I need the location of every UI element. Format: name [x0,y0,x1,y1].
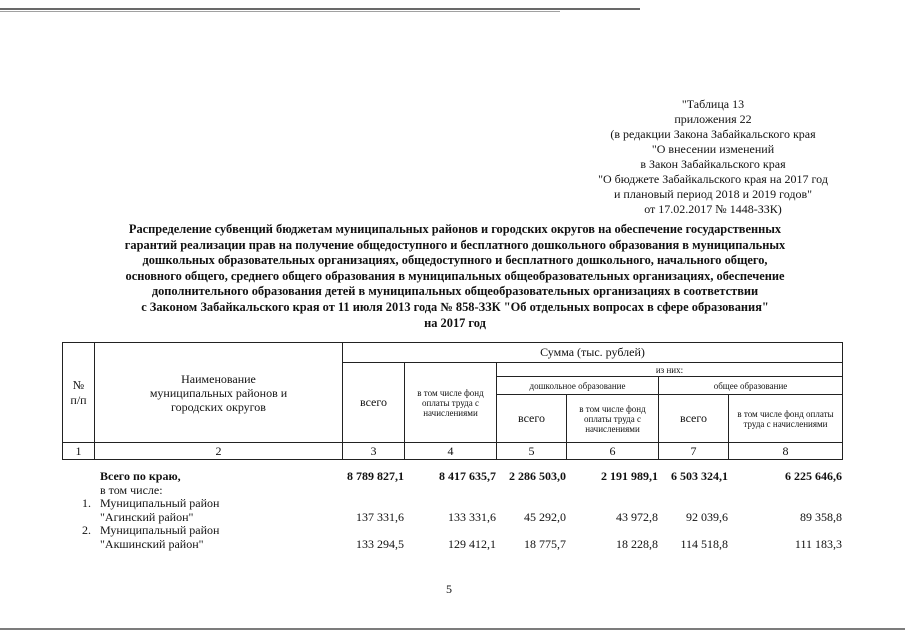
row-name-line: "Агинский район" [100,509,194,524]
data-table [62,470,842,551]
col-number: 3 [343,443,405,460]
row-name [94,497,342,524]
appendix-header [578,97,848,217]
row-value: 133 294,5 [356,536,404,551]
header-general: общее образование [659,377,843,395]
row-name [94,524,342,551]
row-value [566,484,658,498]
col-number: 7 [659,443,729,460]
row-value: 8 417 635,7 [439,469,496,483]
header-preschool-total: всего [497,395,567,443]
row-value: 45 292,0 [524,509,566,524]
header-total: всего [343,363,405,443]
row-name-line: Всего по краю, [100,469,181,483]
header-num: № п/п [63,343,95,443]
table-row [62,497,842,524]
row-value: 8 789 827,1 [347,469,404,483]
row-name-line: Муниципальный район [100,523,220,537]
header-line: приложения 22 [674,112,752,126]
row-name-line: Муниципальный район [100,496,220,510]
header-general-total: всего [659,395,729,443]
row-value [728,484,842,498]
title-line: дошкольных образовательных организациях, общедоступного и бесплатного дошкольного, начального общего, [142,253,768,268]
row-value [342,484,404,498]
scan-edge-top-secondary [0,11,560,12]
title-line: дополнительного образования детей в муниципальных общеобразовательных организациях в соответствии [151,284,759,299]
row-value [658,484,728,498]
row-index: 2. [82,523,91,537]
row-index [62,470,94,484]
col-number: 4 [405,443,497,460]
row-name [94,484,342,498]
title-line: гарантий реализации прав на получение общедоступного и бесплатного дошкольного образования в муниципальных [124,237,786,252]
row-value: 18 228,8 [616,536,658,551]
row-value: 18 775,7 [524,536,566,551]
col-number: 6 [567,443,659,460]
row-name-line: "Акшинский район" [100,536,204,551]
row-value: 6 225 646,6 [785,469,842,483]
col-number: 5 [497,443,567,460]
scan-edge-top [0,8,640,10]
row-index [62,484,94,498]
page-number: 5 [446,582,452,596]
row-value: 2 191 989,1 [601,469,658,483]
title-line: Распределение субвенций бюджетам муниципальных районов и городских округов на обеспечение государственных [128,222,782,236]
title-line: с Законом Забайкальского края от 11 июля 2013 года № 858-ЗЗК "Об отдельных вопросах в сфере образования" [141,299,769,314]
row-index: 1. [82,496,91,510]
title-line: на 2017 год [424,315,486,330]
row-name [94,470,342,484]
table-row [62,484,842,498]
header-preschool: дошкольное образование [497,377,659,395]
title-line: основного общего, среднего общего образования в муниципальных общеобразовательных организациях, обеспечение [125,268,785,283]
header-sum: Сумма (тыс. рублей) [343,343,843,363]
row-value [404,484,496,498]
scan-edge-bottom [0,628,905,630]
row-value: 133 331,6 [448,509,496,524]
row-name-line: в том числе: [100,482,163,497]
header-name: Наименование муниципальных районов и городских округов [95,343,343,443]
col-number: 1 [63,443,95,460]
col-number: 8 [729,443,843,460]
row-value: 43 972,8 [616,509,658,524]
header-line: (в редакции Закона Забайкальского края [610,127,816,141]
row-value: 111 183,3 [794,536,842,551]
header-general-wage: в том числе фонд оплаты труда с начислениями [729,395,843,443]
row-value [496,484,566,498]
header-of-which: из них: [497,363,843,377]
document-title [70,222,840,331]
table-row [62,524,842,551]
header-total-wage: в том числе фонд оплаты труда с начислениями [405,363,497,443]
row-value: 129 412,1 [448,536,496,551]
header-line: в Закон Забайкальского края [640,157,786,171]
table-header [62,342,843,460]
header-line: от 17.02.2017 № 1448-ЗЗК) [644,202,782,216]
row-value: 137 331,6 [356,509,404,524]
header-line: "О внесении изменений [651,142,775,156]
header-line: "Таблица 13 [681,97,745,111]
header-line: "О бюджете Забайкальского края на 2017 год [598,172,828,186]
row-value: 92 039,6 [686,509,728,524]
row-value: 6 503 324,1 [671,469,728,483]
row-value: 2 286 503,0 [509,469,566,483]
header-preschool-wage: в том числе фонд оплаты труда с начислениями [567,395,659,443]
row-value: 89 358,8 [800,509,842,524]
header-line: и плановый период 2018 и 2019 годов" [613,187,813,201]
table-row [62,470,842,484]
row-value: 114 518,8 [680,536,728,551]
col-number: 2 [95,443,343,460]
